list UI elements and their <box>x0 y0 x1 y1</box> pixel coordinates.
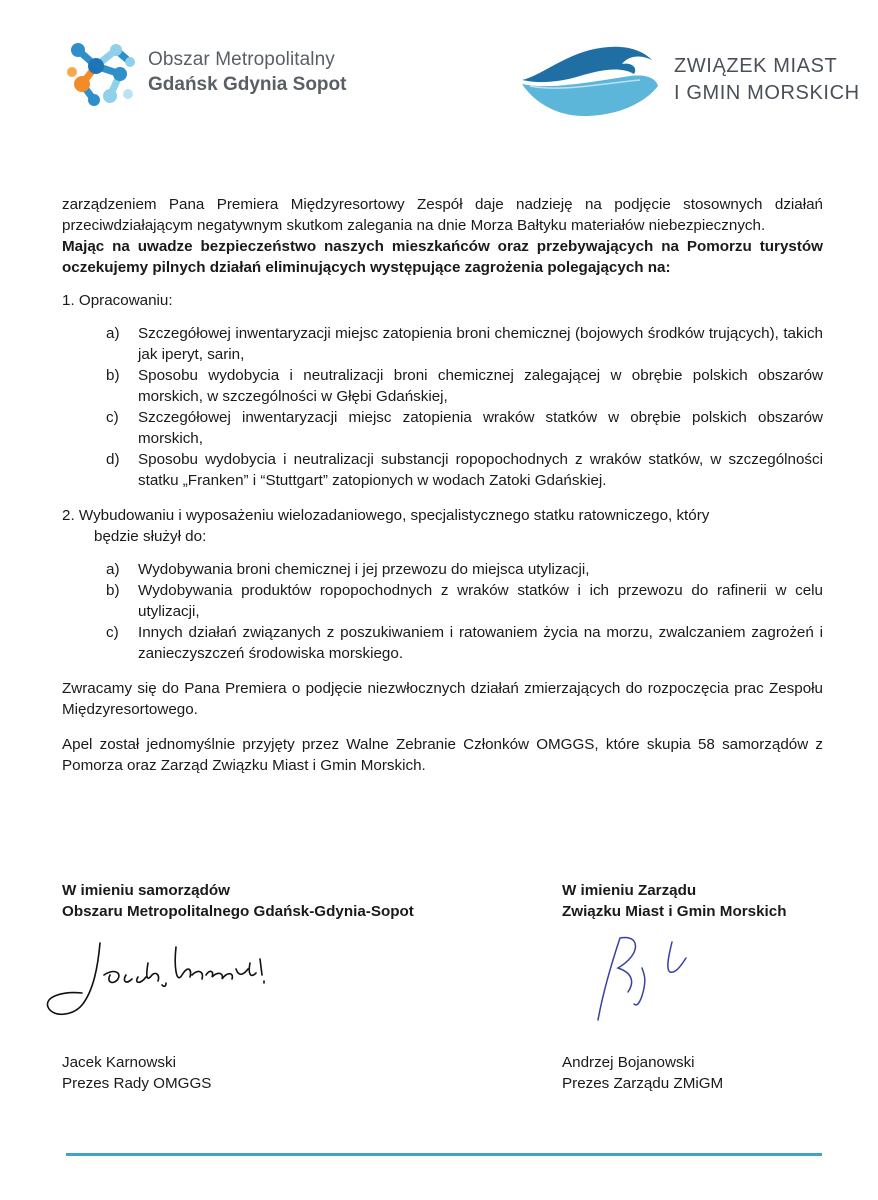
point1-list <box>62 323 823 491</box>
adopted-paragraph: Apel został jednomyślnie przyjęty przez Walne Zebranie Członków OMGGS, które skupia 58 samorządów z Pomorza oraz Zarząd Związku Miast i Gmin Morskich. <box>62 736 823 774</box>
omggs-logo-line1: Obszar Metropolitalny <box>148 49 335 70</box>
point2-list <box>62 559 823 664</box>
list-item: c) Szczegółowej inwentaryzacji miejsc zatopienia wraków statków w obrębie polskich obszarów morskich, <box>106 409 823 447</box>
wave-icon <box>520 40 670 120</box>
signature-heading: W imieniu samorządów <box>62 882 230 899</box>
list-item: a) Wydobywania broni chemicznej i jej przewozu do miejsca utylizacji, <box>106 561 590 578</box>
signatory-name: Jacek Karnowski <box>62 1054 176 1071</box>
zmigm-logo <box>520 40 860 120</box>
intro-bold-paragraph: Mając na uwadze bezpieczeństwo naszych mieszkańców oraz przebywających na Pomorzu turystów oczekujemy pilnych działań eliminujących występujące zagrożenia polegających na: <box>62 238 823 276</box>
appeal-paragraph: Zwracamy się do Pana Premiera o podjęcie niezwłocznych działań zmierzających do rozpoczęcia prac Zespołu Międzyresortowego. <box>62 680 823 718</box>
letter-body <box>62 194 823 776</box>
list-item: a) Szczegółowej inwentaryzacji miejsc zatopienia broni chemicznej (bojowych środków trujących), takich jak iperyt, sarin, <box>106 325 823 363</box>
point2-title-cont: będzie służył do: <box>94 528 207 545</box>
omggs-logo-line2: Gdańsk Gdynia Sopot <box>148 74 347 95</box>
signature-heading: Związku Miast i Gmin Morskich <box>562 903 787 920</box>
signatory-right <box>562 1052 723 1094</box>
point2-title: 2. Wybudowaniu i wyposażeniu wielozadaniowego, specjalistycznego statku ratowniczego, który <box>62 507 710 524</box>
letterhead <box>0 0 878 140</box>
signature-heading: W imieniu Zarządu <box>562 882 697 899</box>
list-item: c) Innych działań związanych z poszukiwaniem i ratowaniem życia na morzu, zwalczaniem zagrożeń i zanieczyszczeń środowiska morskiego. <box>106 624 823 662</box>
signatory-role: Prezes Rady OMGGS <box>62 1075 212 1092</box>
omggs-molecule-icon <box>64 36 144 110</box>
signatory-role: Prezes Zarządu ZMiGM <box>562 1075 724 1092</box>
signature-heading: Obszaru Metropolitalnego Gdańsk-Gdynia-Sopot <box>62 903 414 920</box>
list-item: d) Sposobu wydobycia i neutralizacji substancji ropopochodnych z wraków statków, w szczególności statku „Franken” i “Stuttgart” zatopionych w wodach Zatoki Gdańskiej. <box>106 451 823 489</box>
list-item: b) Wydobywania produktów ropopochodnych z wraków statków i ich przewozu do rafinerii w celu utylizacji, <box>106 582 823 620</box>
list-item: b) Sposobu wydobycia i neutralizacji broni chemicznej zalegającej w obrębie polskich obszarów morskich, w szczególności w Głębi Gdańskiej, <box>106 367 823 405</box>
handwritten-signature-right <box>580 928 720 1028</box>
omggs-logo <box>64 36 384 110</box>
point1-title: 1. Opracowaniu: <box>62 292 173 309</box>
zmigm-logo-line1: ZWIĄZEK MIAST <box>674 55 838 77</box>
zmigm-logo-line2: I GMIN MORSKICH <box>674 82 860 104</box>
signatory-name: Andrzej Bojanowski <box>562 1054 695 1071</box>
footer-divider <box>66 1153 822 1156</box>
handwritten-signature-left <box>42 935 282 1025</box>
intro-paragraph: zarządzeniem Pana Premiera Międzyresortowy Zespół daje nadzieję na podjęcie stosownych działań przeciwdziałającym negatywnym skutkom zalegania na dnie Morza Bałtyku materiałów niebezpiecznych. <box>62 196 823 234</box>
signatory-left <box>62 1052 211 1094</box>
signature-block-right <box>562 880 862 922</box>
signature-block-left <box>62 880 482 922</box>
